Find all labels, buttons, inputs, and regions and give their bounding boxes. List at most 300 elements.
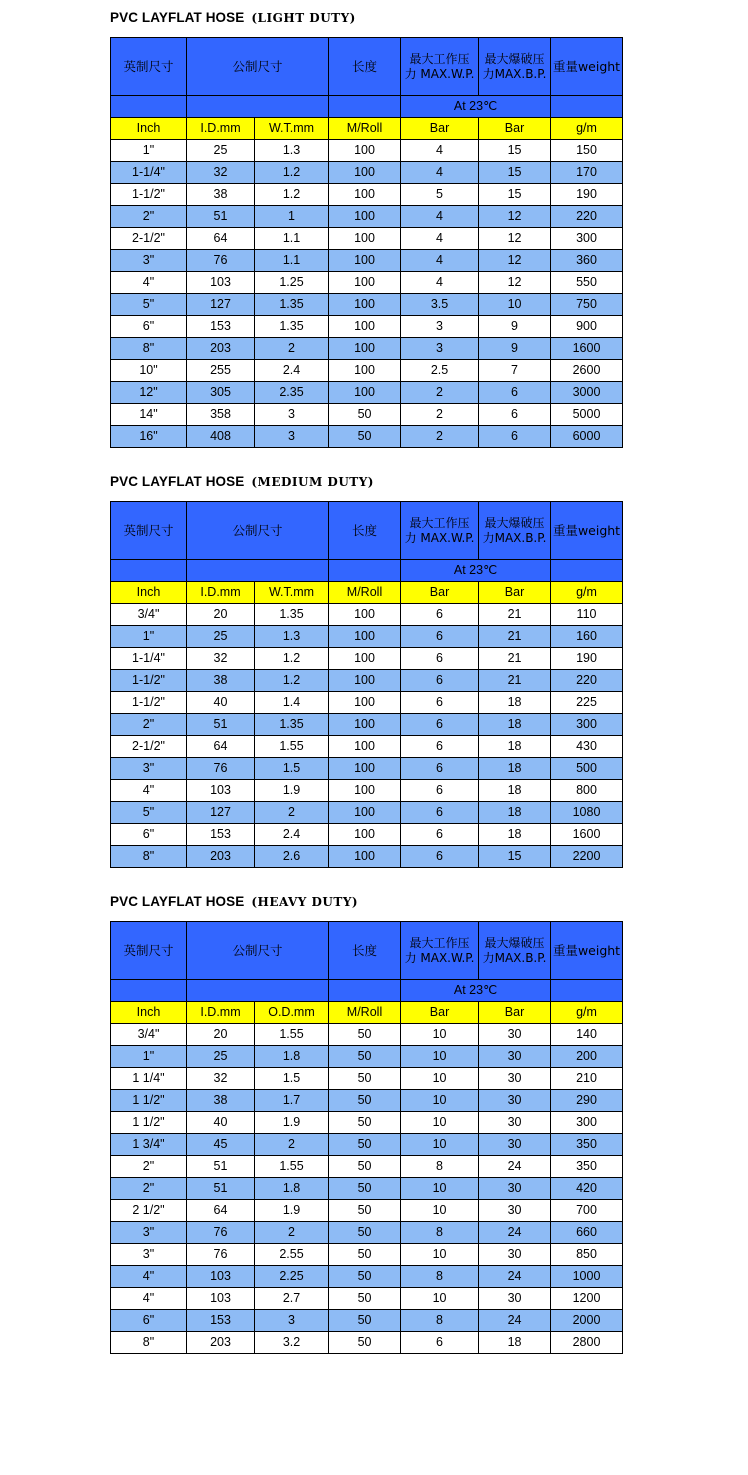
header-weight: 重量weight (551, 922, 623, 980)
table-cell: 430 (551, 736, 623, 758)
unit-header-1: I.D.mm (187, 1002, 255, 1024)
spec-table-block (0, 474, 748, 894)
table-cell: 5" (111, 294, 187, 316)
table-cell: 6 (401, 736, 479, 758)
table-cell: 6 (401, 1332, 479, 1354)
table-cell: 1-1/2" (111, 670, 187, 692)
table-cell: 12" (111, 382, 187, 404)
table-cell: 18 (479, 1332, 551, 1354)
table-cell: 76 (187, 1244, 255, 1266)
table-cell: 64 (187, 228, 255, 250)
table-cell: 1.55 (255, 736, 329, 758)
unit-header-3: M/Roll (329, 1002, 401, 1024)
table-cell: 200 (551, 1046, 623, 1068)
table-bottom-spacer (0, 868, 748, 894)
table-cell: 100 (329, 824, 401, 846)
table-title-duty: (LIGHT DUTY) (251, 11, 356, 25)
table-cell: 1 1/2" (111, 1090, 187, 1112)
table-cell: 220 (551, 206, 623, 228)
table-row (111, 802, 623, 824)
table-cell: 6 (401, 824, 479, 846)
table-cell: 6 (401, 626, 479, 648)
spec-table-block (0, 894, 748, 1380)
table-row (111, 670, 623, 692)
table-cell: 50 (329, 1244, 401, 1266)
table-cell: 1.5 (255, 758, 329, 780)
unit-header-0: Inch (111, 582, 187, 604)
table-cell: 76 (187, 250, 255, 272)
temp-blank-weight (551, 980, 623, 1002)
table-cell: 1.1 (255, 228, 329, 250)
table-cell: 7 (479, 360, 551, 382)
table-cell: 32 (187, 162, 255, 184)
table-cell: 38 (187, 1090, 255, 1112)
table-cell: 1-1/4" (111, 162, 187, 184)
table-cell: 3" (111, 1244, 187, 1266)
table-row (111, 1332, 623, 1354)
table-cell: 50 (329, 1332, 401, 1354)
table-cell: 225 (551, 692, 623, 714)
table-cell: 1.2 (255, 670, 329, 692)
table-cell: 700 (551, 1200, 623, 1222)
table-row (111, 140, 623, 162)
table-cell: 1 (255, 206, 329, 228)
table-cell: 18 (479, 780, 551, 802)
header-max-bp-line1: 最大爆破压 (484, 516, 545, 531)
table-cell: 100 (329, 338, 401, 360)
table-cell: 12 (479, 250, 551, 272)
table-row (111, 1068, 623, 1090)
table-cell: 50 (329, 1156, 401, 1178)
header-row-main (111, 38, 623, 96)
table-row (111, 250, 623, 272)
temp-blank-metric (187, 980, 329, 1002)
table-cell: 100 (329, 206, 401, 228)
temp-blank-inch (111, 980, 187, 1002)
header-row-units (111, 582, 623, 604)
table-cell: 4 (401, 162, 479, 184)
table-body (111, 1024, 623, 1354)
table-row (111, 824, 623, 846)
table-cell: 103 (187, 272, 255, 294)
table-cell: 127 (187, 294, 255, 316)
table-cell: 18 (479, 736, 551, 758)
header-imperial-size: 英制尺寸 (111, 38, 187, 96)
table-cell: 10 (401, 1244, 479, 1266)
table-title (0, 10, 748, 25)
table-cell: 30 (479, 1200, 551, 1222)
table-cell: 2200 (551, 846, 623, 868)
table-cell: 1080 (551, 802, 623, 824)
table-cell: 3/4" (111, 604, 187, 626)
table-cell: 1.4 (255, 692, 329, 714)
table-cell: 50 (329, 1134, 401, 1156)
table-cell: 100 (329, 802, 401, 824)
table-head (111, 502, 623, 604)
table-cell: 300 (551, 714, 623, 736)
table-cell: 203 (187, 338, 255, 360)
table-cell: 30 (479, 1046, 551, 1068)
table-row (111, 648, 623, 670)
table-cell: 100 (329, 250, 401, 272)
table-cell: 6 (401, 692, 479, 714)
table-cell: 76 (187, 1222, 255, 1244)
table-cell: 50 (329, 1068, 401, 1090)
table-cell: 100 (329, 140, 401, 162)
table-cell: 2 (401, 382, 479, 404)
table-cell: 15 (479, 140, 551, 162)
table-cell: 1.5 (255, 1068, 329, 1090)
header-max-burst-pressure (479, 502, 551, 560)
unit-header-6: g/m (551, 1002, 623, 1024)
table-cell: 2" (111, 1178, 187, 1200)
header-max-wp-line2: 力 MAX.W.P. (404, 950, 475, 965)
unit-header-6: g/m (551, 118, 623, 140)
table-cell: 190 (551, 648, 623, 670)
header-length: 长度 (329, 502, 401, 560)
table-cell: 25 (187, 626, 255, 648)
table-cell: 660 (551, 1222, 623, 1244)
table-cell: 1.3 (255, 140, 329, 162)
table-cell: 6" (111, 316, 187, 338)
unit-header-4: Bar (401, 1002, 479, 1024)
table-cell: 64 (187, 736, 255, 758)
spec-table-block (0, 10, 748, 474)
table-cell: 2.5 (401, 360, 479, 382)
table-cell: 10 (401, 1024, 479, 1046)
table-cell: 50 (329, 1310, 401, 1332)
unit-header-2: W.T.mm (255, 118, 329, 140)
table-cell: 360 (551, 250, 623, 272)
table-cell: 2.6 (255, 846, 329, 868)
table-cell: 14" (111, 404, 187, 426)
table-cell: 1-1/4" (111, 648, 187, 670)
table-cell: 2 (401, 426, 479, 448)
header-max-wp-line2: 力 MAX.W.P. (404, 66, 475, 81)
temp-blank-length (329, 560, 401, 582)
table-cell: 6 (401, 670, 479, 692)
table-cell: 5000 (551, 404, 623, 426)
unit-header-6: g/m (551, 582, 623, 604)
table-cell: 203 (187, 846, 255, 868)
table-cell: 40 (187, 692, 255, 714)
table-cell: 1.8 (255, 1178, 329, 1200)
header-max-wp-line1: 最大工作压 (409, 516, 470, 531)
table-cell: 100 (329, 294, 401, 316)
table-cell: 2 (255, 1222, 329, 1244)
table-cell: 3.2 (255, 1332, 329, 1354)
temp-blank-length (329, 96, 401, 118)
table-row (111, 1288, 623, 1310)
header-max-burst-pressure (479, 922, 551, 980)
table-cell: 8 (401, 1156, 479, 1178)
table-cell: 50 (329, 1112, 401, 1134)
table-row (111, 184, 623, 206)
table-cell: 64 (187, 1200, 255, 1222)
table-cell: 6 (401, 780, 479, 802)
header-max-bp-line1: 最大爆破压 (484, 936, 545, 951)
table-cell: 2.55 (255, 1244, 329, 1266)
table-title (0, 474, 748, 489)
table-cell: 2.35 (255, 382, 329, 404)
table-row (111, 1090, 623, 1112)
table-cell: 1000 (551, 1266, 623, 1288)
table-cell: 15 (479, 184, 551, 206)
table-cell: 3" (111, 758, 187, 780)
table-head (111, 922, 623, 1024)
table-cell: 6 (401, 758, 479, 780)
tables-container (0, 10, 748, 1380)
table-row (111, 206, 623, 228)
spec-table (110, 37, 623, 448)
table-cell: 24 (479, 1156, 551, 1178)
header-imperial-size: 英制尺寸 (111, 502, 187, 560)
table-cell: 18 (479, 824, 551, 846)
table-cell: 1.2 (255, 162, 329, 184)
table-cell: 408 (187, 426, 255, 448)
table-cell: 100 (329, 846, 401, 868)
header-max-working-pressure (401, 922, 479, 980)
table-cell: 10 (401, 1200, 479, 1222)
table-cell: 1.35 (255, 294, 329, 316)
table-cell: 10" (111, 360, 187, 382)
table-cell: 4" (111, 780, 187, 802)
table-row (111, 1266, 623, 1288)
table-body (111, 140, 623, 448)
header-max-working-pressure (401, 502, 479, 560)
table-row (111, 692, 623, 714)
table-cell: 100 (329, 626, 401, 648)
temperature-condition: At 23℃ (401, 96, 551, 118)
table-cell: 255 (187, 360, 255, 382)
table-row (111, 294, 623, 316)
table-cell: 18 (479, 758, 551, 780)
header-max-bp-line1: 最大爆破压 (484, 52, 545, 67)
table-cell: 6 (401, 648, 479, 670)
table-row (111, 382, 623, 404)
table-cell: 2 (255, 802, 329, 824)
table-cell: 30 (479, 1112, 551, 1134)
table-cell: 12 (479, 228, 551, 250)
table-cell: 305 (187, 382, 255, 404)
table-cell: 38 (187, 184, 255, 206)
table-cell: 8 (401, 1222, 479, 1244)
table-cell: 3 (255, 426, 329, 448)
table-cell: 50 (329, 1222, 401, 1244)
table-cell: 350 (551, 1156, 623, 1178)
table-cell: 8" (111, 846, 187, 868)
table-cell: 3 (255, 1310, 329, 1332)
table-row (111, 338, 623, 360)
table-row (111, 736, 623, 758)
table-row (111, 360, 623, 382)
table-row (111, 604, 623, 626)
table-cell: 100 (329, 162, 401, 184)
table-cell: 10 (401, 1178, 479, 1200)
table-cell: 100 (329, 604, 401, 626)
unit-header-5: Bar (479, 582, 551, 604)
table-row (111, 1310, 623, 1332)
unit-header-5: Bar (479, 1002, 551, 1024)
table-cell: 8 (401, 1310, 479, 1332)
table-cell: 50 (329, 1266, 401, 1288)
table-cell: 30 (479, 1090, 551, 1112)
table-cell: 5 (401, 184, 479, 206)
table-cell: 1.2 (255, 648, 329, 670)
unit-header-1: I.D.mm (187, 118, 255, 140)
table-cell: 100 (329, 670, 401, 692)
unit-header-5: Bar (479, 118, 551, 140)
table-cell: 1.35 (255, 714, 329, 736)
table-cell: 3.5 (401, 294, 479, 316)
table-cell: 2" (111, 1156, 187, 1178)
table-cell: 1.7 (255, 1090, 329, 1112)
spec-table (110, 921, 623, 1354)
table-cell: 100 (329, 780, 401, 802)
table-cell: 2.4 (255, 824, 329, 846)
temperature-condition: At 23℃ (401, 980, 551, 1002)
table-cell: 16" (111, 426, 187, 448)
table-cell: 4" (111, 1266, 187, 1288)
table-cell: 1.55 (255, 1024, 329, 1046)
table-cell: 100 (329, 692, 401, 714)
table-bottom-spacer (0, 1354, 748, 1380)
table-cell: 4 (401, 228, 479, 250)
table-cell: 3" (111, 1222, 187, 1244)
temperature-condition: At 23℃ (401, 560, 551, 582)
table-cell: 350 (551, 1134, 623, 1156)
header-weight: 重量weight (551, 502, 623, 560)
table-cell: 30 (479, 1134, 551, 1156)
table-cell: 4" (111, 1288, 187, 1310)
header-metric-size: 公制尺寸 (187, 922, 329, 980)
table-cell: 3/4" (111, 1024, 187, 1046)
table-cell: 24 (479, 1266, 551, 1288)
table-cell: 12 (479, 272, 551, 294)
table-head (111, 38, 623, 140)
table-cell: 3 (255, 404, 329, 426)
header-max-working-pressure (401, 38, 479, 96)
table-cell: 900 (551, 316, 623, 338)
header-weight: 重量weight (551, 38, 623, 96)
table-cell: 18 (479, 714, 551, 736)
temp-blank-metric (187, 96, 329, 118)
header-max-bp-line2: 力MAX.B.P. (482, 66, 547, 81)
table-cell: 3 (401, 338, 479, 360)
table-cell: 1" (111, 140, 187, 162)
table-cell: 750 (551, 294, 623, 316)
header-max-wp-line2: 力 MAX.W.P. (404, 530, 475, 545)
table-cell: 30 (479, 1288, 551, 1310)
table-cell: 18 (479, 802, 551, 824)
table-row (111, 1046, 623, 1068)
table-row (111, 626, 623, 648)
table-cell: 4 (401, 140, 479, 162)
table-cell: 100 (329, 184, 401, 206)
table-cell: 32 (187, 648, 255, 670)
table-row (111, 1134, 623, 1156)
table-cell: 50 (329, 1046, 401, 1068)
table-cell: 4" (111, 272, 187, 294)
table-cell: 8" (111, 1332, 187, 1354)
table-cell: 2.4 (255, 360, 329, 382)
table-cell: 6 (401, 802, 479, 824)
table-cell: 10 (401, 1046, 479, 1068)
table-cell: 76 (187, 758, 255, 780)
table-cell: 50 (329, 1178, 401, 1200)
table-cell: 9 (479, 316, 551, 338)
table-cell: 1.3 (255, 626, 329, 648)
table-cell: 127 (187, 802, 255, 824)
table-cell: 2" (111, 206, 187, 228)
table-cell: 6 (401, 604, 479, 626)
table-cell: 30 (479, 1178, 551, 1200)
table-cell: 21 (479, 626, 551, 648)
header-row-units (111, 118, 623, 140)
unit-header-4: Bar (401, 118, 479, 140)
table-cell: 1200 (551, 1288, 623, 1310)
table-cell: 51 (187, 1156, 255, 1178)
table-cell: 103 (187, 1266, 255, 1288)
table-title-duty: (MEDIUM DUTY) (251, 475, 374, 489)
table-cell: 420 (551, 1178, 623, 1200)
table-cell: 100 (329, 316, 401, 338)
unit-header-0: Inch (111, 118, 187, 140)
table-cell: 103 (187, 1288, 255, 1310)
table-cell: 203 (187, 1332, 255, 1354)
table-cell: 1.9 (255, 1200, 329, 1222)
table-cell: 100 (329, 648, 401, 670)
table-cell: 20 (187, 604, 255, 626)
table-cell: 103 (187, 780, 255, 802)
header-max-bp-line2: 力MAX.B.P. (482, 530, 547, 545)
table-cell: 24 (479, 1222, 551, 1244)
table-cell: 20 (187, 1024, 255, 1046)
table-cell: 21 (479, 648, 551, 670)
table-cell: 32 (187, 1068, 255, 1090)
table-row (111, 1024, 623, 1046)
table-cell: 15 (479, 162, 551, 184)
table-cell: 2000 (551, 1310, 623, 1332)
table-cell: 21 (479, 670, 551, 692)
table-row (111, 316, 623, 338)
table-cell: 220 (551, 670, 623, 692)
table-cell: 2-1/2" (111, 228, 187, 250)
table-cell: 25 (187, 1046, 255, 1068)
table-cell: 1600 (551, 338, 623, 360)
header-max-wp-line1: 最大工作压 (409, 52, 470, 67)
table-row (111, 1244, 623, 1266)
table-cell: 1 1/2" (111, 1112, 187, 1134)
temp-blank-weight (551, 96, 623, 118)
table-row (111, 846, 623, 868)
table-cell: 51 (187, 1178, 255, 1200)
table-cell: 358 (187, 404, 255, 426)
table-cell: 1-1/2" (111, 184, 187, 206)
table-cell: 1.35 (255, 604, 329, 626)
table-cell: 290 (551, 1090, 623, 1112)
table-title-duty: (HEAVY DUTY) (251, 895, 359, 909)
header-metric-size: 公制尺寸 (187, 502, 329, 560)
header-metric-size: 公制尺寸 (187, 38, 329, 96)
header-row-main (111, 502, 623, 560)
table-cell: 51 (187, 206, 255, 228)
table-row (111, 780, 623, 802)
table-cell: 6" (111, 1310, 187, 1332)
table-cell: 100 (329, 228, 401, 250)
header-row-main (111, 922, 623, 980)
table-cell: 50 (329, 1200, 401, 1222)
